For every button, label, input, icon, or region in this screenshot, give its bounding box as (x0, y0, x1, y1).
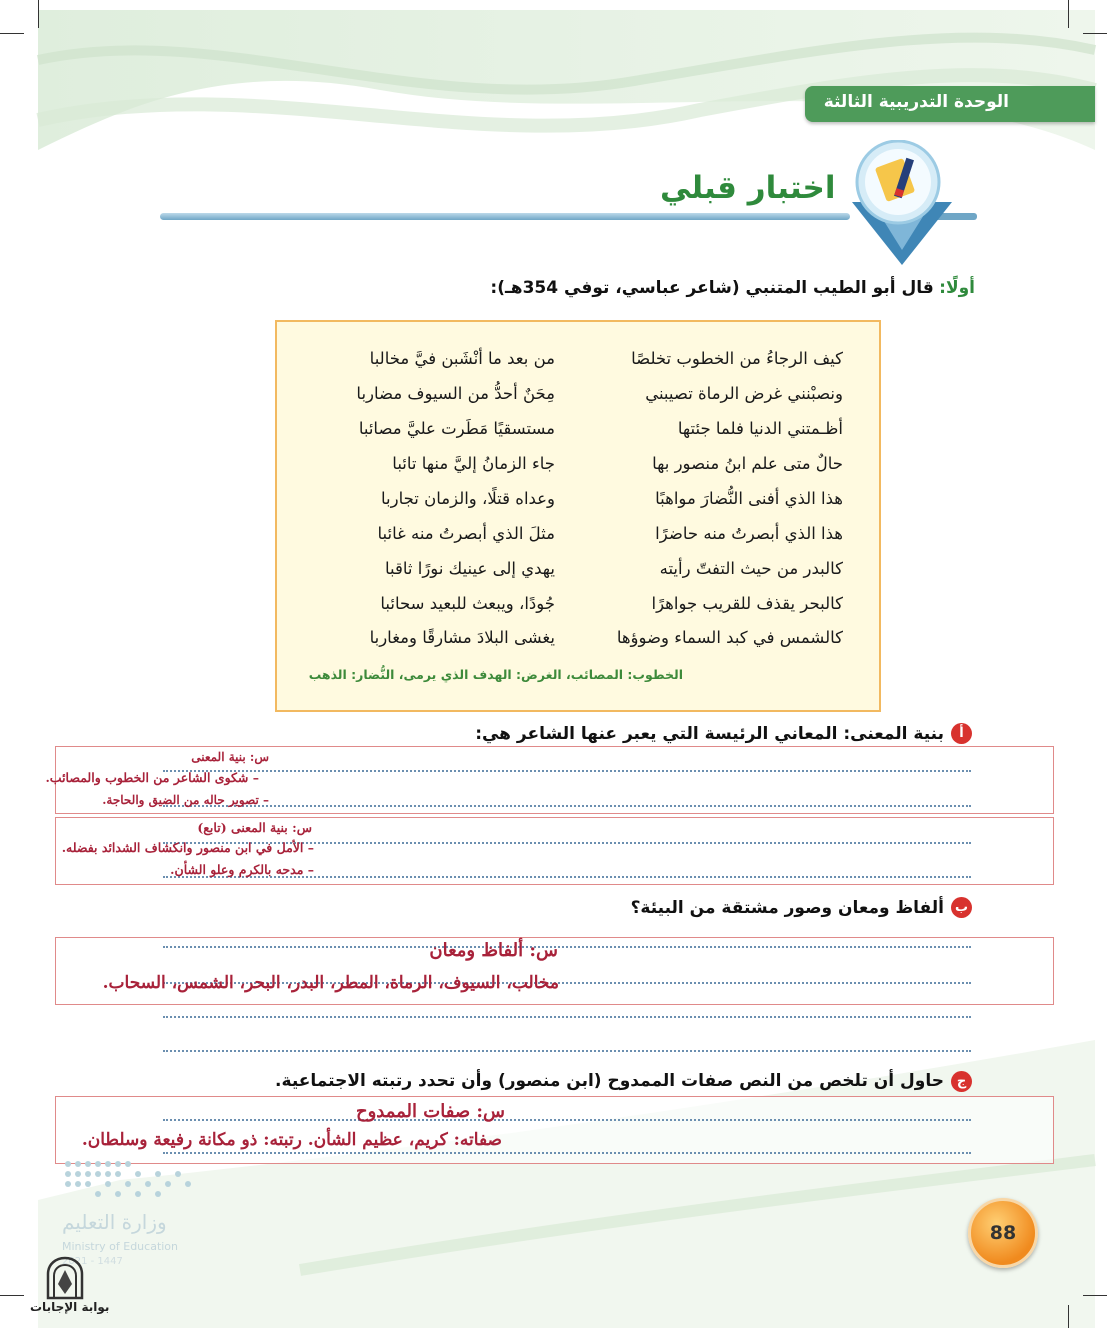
page-title: اختبار قبلي (660, 170, 836, 206)
title-emblem-icon (842, 140, 962, 270)
verse-right: كيف الرجاءُ من الخطوب تخلصًا (631, 349, 843, 368)
verse-left: من بعد ما أنْشَبن فيَّ مخالبا (369, 349, 555, 368)
verse-right: كالشمس في كبد السماء وضوؤها (616, 628, 843, 647)
verse-left: مِحَنٌ أحدُّ من السيوف مضاربا (356, 384, 555, 403)
answer-line (163, 805, 971, 807)
ministry-name-ar: وزارة التعليم (62, 1210, 167, 1234)
verse-left: وعداه قتلًا، والزمان تجاربا (381, 489, 555, 508)
section-intro (490, 278, 975, 298)
question-badge-c: ج (951, 1071, 972, 1092)
question-c-text: حاول أن تلخص من النص صفات الممدوح (ابن منصور) وأن تحدد رتبته الاجتماعية. (275, 1071, 944, 1091)
answer-line (163, 1050, 971, 1052)
crop-mark (0, 1295, 24, 1296)
title-underline (160, 213, 850, 220)
verse-right: ونصبْنني غرض الرماة تصيبني (645, 384, 843, 403)
verse-right: أظـمتني الدنيا فلما جئتها (677, 419, 843, 438)
ministry-year: 2021 - 1447 (62, 1256, 123, 1267)
verse-left: يغشى البلادَ مشارقًا ومغاربا (369, 628, 555, 647)
unit-banner (805, 86, 1095, 122)
answer-line (163, 946, 971, 948)
answer-a1-line: – شكوى الشاعر من الخطوب والمصائب. (45, 770, 259, 785)
verse-left: جُودًا، ويبعث للبعيد سحائبا (380, 594, 555, 613)
answer-a2-line: – مدحه بالكرم وعلو الشأن. (170, 862, 314, 877)
answer-b-heading: س: ألفاظ ومعان (429, 940, 558, 961)
verse-right: هذا الذي أبصرتُ منه حاضرًا (655, 524, 843, 543)
site-logo-icon (42, 1256, 88, 1300)
answer-b-text: مخالب، السيوف، الرماة، المطر، البدر، البحر، الشمس، السحاب. (102, 973, 559, 993)
crop-mark (38, 0, 39, 28)
crop-mark (1068, 1305, 1069, 1328)
answer-line (163, 1152, 971, 1154)
answer-line (163, 770, 971, 772)
verse-right: هذا الذي أفنى النُّضارَ مواهبًا (655, 489, 843, 508)
section-intro-text: قال أبو الطيب المتنبي (شاعر عباسي، توفي 354هـ): (490, 278, 934, 298)
crop-mark (1083, 33, 1107, 34)
verse-left: يهدي إلى عينيك نورًا ثاقبا (385, 559, 555, 578)
crop-mark (1083, 1295, 1107, 1296)
verse-right: كالبحر يقذف للقريب جواهرًا (651, 594, 843, 613)
answer-c-heading: س: صفات الممدوح (355, 1101, 505, 1122)
poem-box (275, 320, 881, 712)
section-prefix: أولًا: (939, 278, 975, 298)
unit-label: الوحدة التدريبية الثالثة (823, 92, 1009, 112)
verse-left: مستسقيًا مَطَرت عليَّ مصائبا (358, 419, 555, 438)
ministry-logo-dots (62, 1158, 202, 1200)
question-badge-b: ب (951, 897, 972, 918)
crop-mark (0, 33, 24, 34)
answer-a1-heading: س: بنية المعنى (191, 750, 269, 764)
verse-right: حالٌ متى علم ابنُ منصور بها (652, 454, 843, 473)
question-a-text: بنية المعنى: المعاني الرئيسة التي يعبر عنها الشاعر هي: (475, 724, 944, 744)
ministry-name-en: Ministry of Education (62, 1240, 179, 1253)
answer-a1-line: – تصوير حاله من الضيق والحاجة. (102, 793, 269, 807)
question-b-text: ألفاظ ومعان وصور مشتقة من البيئة؟ (630, 898, 944, 918)
answer-line (163, 1119, 971, 1121)
verse-left: مثلَ الذي أبصرتُ منه غائبا (377, 524, 555, 543)
answer-line (163, 1016, 971, 1018)
answer-a2-heading: س: بنية المعنى (تابع) (197, 820, 312, 835)
verse-right: كالبدر من حيث التفتّ رأيته (659, 559, 843, 578)
crop-mark (1068, 0, 1069, 28)
answer-c-text: صفاته: كريم، عظيم الشأن. رتبته: ذو مكانة رفيعة وسلطان. (81, 1130, 502, 1150)
answer-a2-line: – الأمل في ابن منصور وانكشاف الشدائد بفضله. (61, 840, 314, 855)
page-number: 88 (968, 1198, 1038, 1268)
verse-left: جاء الزمانُ إليَّ منها تائبا (392, 454, 555, 473)
site-label: بوابة الإجابات (30, 1300, 110, 1314)
poem-glossary: الخطوب: المصائب، الغرض: الهدف الذي يرمى، النُّضار: الذهب (308, 667, 683, 682)
question-badge-a: أ (951, 723, 972, 744)
